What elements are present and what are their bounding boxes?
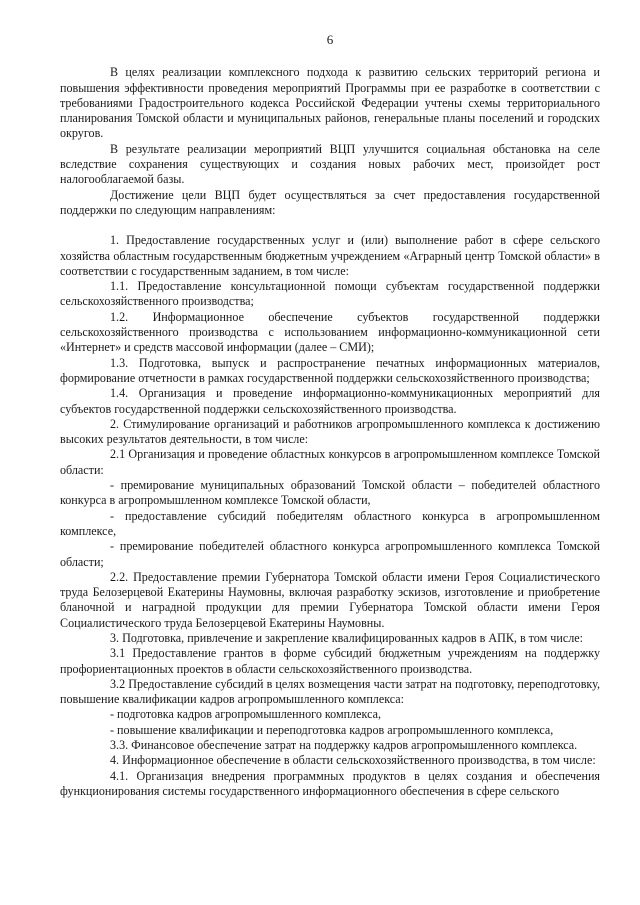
paragraph: В целях реализации комплексного подхода к развитию сельских территорий региона и повышения эффективности проведения мероприятий Программы при ее разработке в соответствии с требованиями Градостроительного кодекса Российской Федерации учтены схемы территориального планирования Томской области и муниципальных районов, генеральные планы поселений и городских округов. — [60, 65, 600, 141]
paragraph: 1.2. Информационное обеспечение субъектов государственной поддержки сельскохозяйственного производства с использованием информационно-коммуникационной сети «Интернет» и средств массовой информации (далее – СМИ); — [60, 309, 600, 355]
paragraph: - подготовка кадров агропромышленного комплекса, — [110, 707, 381, 722]
paragraph: 2.1 Организация и проведение областных конкурсов в агропромышленном комплексе Томской области: — [60, 447, 600, 477]
paragraph: 1.3. Подготовка, выпуск и распространение печатных информационных материалов, формирование отчетности в рамках государственной поддержки сельскохозяйственного производства; — [60, 355, 600, 385]
paragraph: 3. Подготовка, привлечение и закрепление квалифицированных кадров в АПК, в том числе: — [110, 630, 583, 645]
paragraph-gap — [60, 218, 600, 233]
paragraph: - предоставление субсидий победителям областного конкурса в агропромышленном комплексе, — [60, 508, 600, 538]
paragraph: - премирование муниципальных образований Томской области – победителей областного конкурса в агропромышленном комплексе Томской области, — [60, 478, 600, 508]
paragraph: - повышение квалификации и переподготовка кадров агропромышленного комплекса, — [110, 722, 554, 737]
paragraph: Достижение цели ВЦП будет осуществляться за счет предоставления государственной поддержки по следующим направлениям: — [60, 187, 600, 217]
paragraph: 3.1 Предоставление грантов в форме субсидий бюджетным учреждениям на поддержку профориентационных проектов в области сельскохозяйственного производства. — [60, 646, 600, 676]
document-page — [60, 32, 600, 799]
paragraph: 2. Стимулирование организаций и работников агропромышленного комплекса к достижению высоких результатов деятельности, в том числе: — [60, 416, 600, 447]
paragraph: 4.1. Организация внедрения программных продуктов в целях создания и обеспечения функционирования системы государственного информационного обеспечения в сфере сельского — [60, 768, 600, 798]
paragraph: 4. Информационное обеспечение в области сельскохозяйственного производства, в том числе: — [110, 753, 596, 768]
paragraph: 3.3. Финансовое обеспечение затрат на поддержку кадров агропромышленного комплекса. — [110, 738, 578, 753]
paragraph: 1.1. Предоставление консультационной помощи субъектам государственной поддержки сельскохозяйственного производства; — [60, 279, 600, 309]
paragraph: 1. Предоставление государственных услуг и (или) выполнение работ в сфере сельского хозяйства областным государственным бюджетным учреждением «Аграрный центр Томской области» в соответствии с государственным заданием, в том числе: — [60, 233, 600, 278]
paragraph: 3.2 Предоставление субсидий в целях возмещения части затрат на подготовку, переподготовку, повышение квалификации кадров агропромышленного комплекса: — [60, 676, 600, 707]
paragraph: В результате реализации мероприятий ВЦП улучшится социальная обстановка на селе вследствие сохранения существующих и создания новых рабочих мест, произойдет рост налогооблагаемой базы. — [60, 141, 600, 187]
paragraph: - премирование победителей областного конкурса агропромышленного комплекса Томской области; — [60, 539, 600, 569]
page-number: 6 — [326, 32, 334, 47]
paragraph: 1.4. Организация и проведение информационно-коммуникационных мероприятий для субъектов государственной поддержки сельскохозяйственного производства. — [60, 386, 600, 416]
paragraph: 2.2. Предоставление премии Губернатора Томской области имени Героя Социалистического труда Белозерцевой Екатерины Наумовны, включая разработку эскизов, изготовление и приобретение бланочной и наградной продукции для премии Губернатора Томской области имени Героя Социалистического труда Белозерцевой Екатерины Наумовны. — [60, 569, 600, 630]
